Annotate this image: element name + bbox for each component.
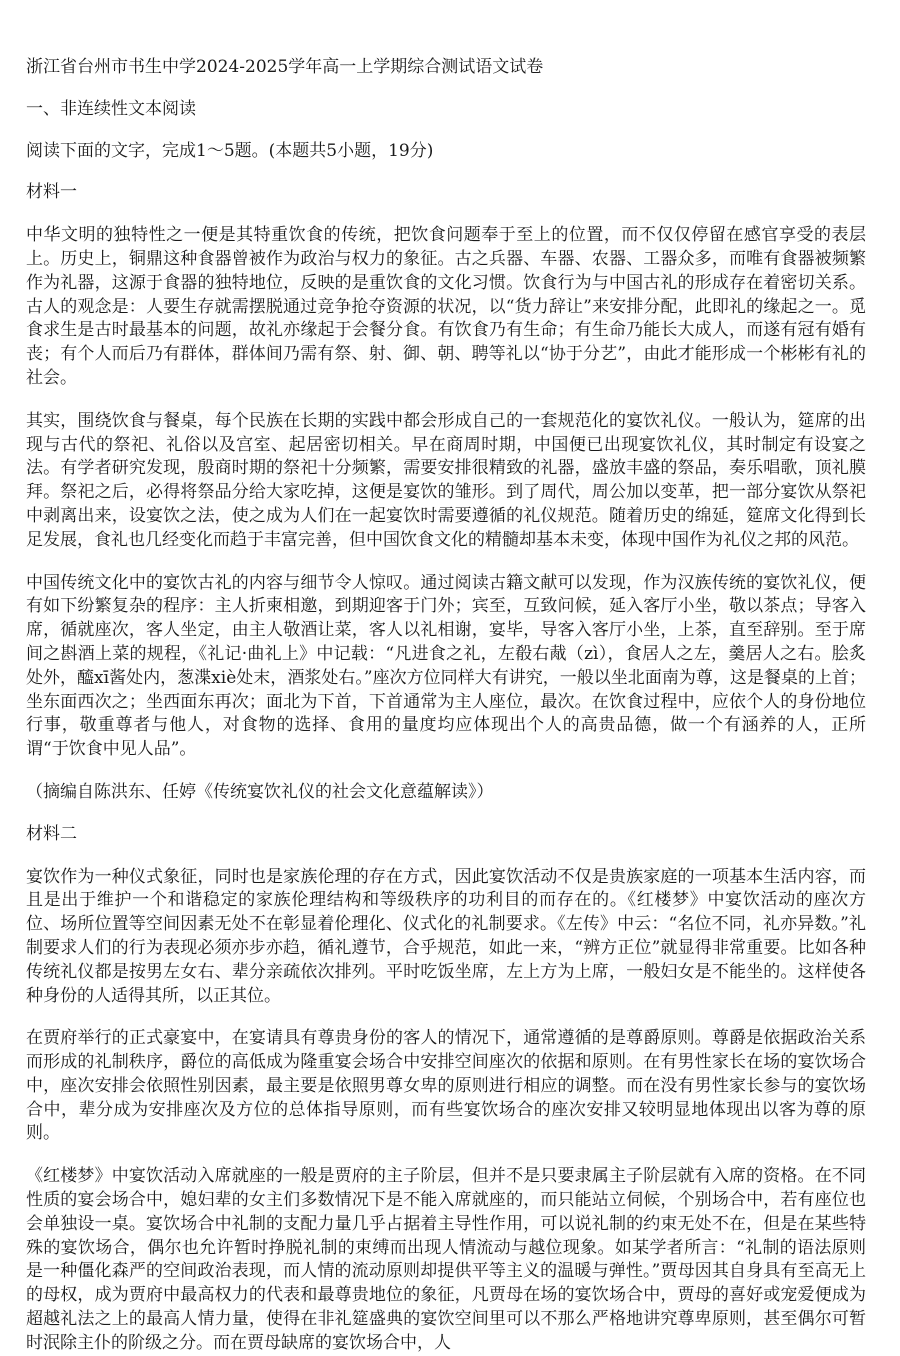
material-2-paragraph: 《红楼梦》中宴饮活动入席就座的一般是贾府的主子阶层，但并不是只要隶属主子阶层就有入席的资格。在不同性质的宴会场合中，媳妇辈的女主们多数情况下是不能入席就座的，而只能站立伺候，个别场合中，若有座位也会单独设一桌。宴饮场合中礼制的支配力量几乎占据着主导性作用，可以说礼制的约束无处不在，但是在某些特殊的宴饮场合，偶尔也允许暂时挣脱礼制的束缚而出现人情流动与越位现象。如某学者所言：“礼制的语法原则是一种僵化森严的空间政治表现，而人情的流动原则却提供平等主义的温暖与弹性。”贾母因其自身具有至高无上的母权，成为贾府中最高权力的代表和最尊贵地位的象征，凡贾母在场的宴饮场合中，贾母的喜好或宠爱便成为超越礼法之上的最高人情力量，使得在非礼筵盛典的宴饮空间里可以不那么严格地讲究尊卑原则，甚至偶尔可暂时泯除主仆的阶级之分。而在贾母缺席的宴饮场合中，人 xyxy=(26,1166,866,1353)
material-2-heading: 材料二 xyxy=(26,823,77,844)
material-2-paragraph: 宴饮作为一种仪式象征，同时也是家族伦理的存在方式，因此宴饮活动不仅是贵族家庭的一项基本生活内容，而且是出于维护一个和谐稳定的家族伦理结构和等级秩序的功利目的而存在的。《红楼梦》中宴饮活动的座次方位、场所位置等空间因素无处不在彰显着伦理化、仪式化的礼制要求。《左传》中云：“名位不同，礼亦异数。”礼制要求人们的行为表现必须亦步亦趋，循礼遵节，合乎规范，如此一来，“辨方正位”就显得非常重要。比如各种传统礼仪都是按男左女右、辈分亲疏依次排列。平时吃饭坐席，左上方为上席，一般妇女是不能坐的。这样使各种身份的人适得其所，以正其位。 xyxy=(26,866,866,1006)
material-1-source: （摘编自陈洪东、任婷《传统宴饮礼仪的社会文化意蕴解读》） xyxy=(26,781,494,802)
material-2-paragraph: 在贾府举行的正式豪宴中，在宴请具有尊贵身份的客人的情况下，通常遵循的是尊爵原则。尊爵是依据政治关系而形成的礼制秩序，爵位的高低成为隆重宴会场合中安排空间座次的依据和原则。在有男性家长在场的宴饮场合中，座次安排会依照性别因素，最主要是依照男尊女卑的原则进行相应的调整。而在没有男性家长参与的宴饮场合中，辈分成为安排座次及方位的总体指导原则，而有些宴饮场合的座次安排又较明显地体现出以客为尊的原则。 xyxy=(26,1028,866,1144)
material-1-paragraph: 中国传统文化中的宴饮古礼的内容与细节令人惊叹。通过阅读古籍文献可以发现，作为汉族传统的宴饮礼仪，便有如下纷繁复杂的程序：主人折柬相邀，到期迎客于门外；宾至，互致问候，延入客厅小坐，敬以茶点；导客入席，循就座次，客人坐定，由主人敬酒让菜，客人以礼相谢，宴毕，导客入客厅小坐，上茶，直至辞别。至于席间之斟酒上菜的规程，《礼记·曲礼上》中记载：“凡进食之礼，左殽右胾（zì），食居人之左，羹居人之右。脍炙处外，醯xī酱处内，葱渫xiè处末，酒浆处右。”座次方位同样大有讲究，一般以坐北面南为尊，这是餐桌的上首；坐东面西次之；坐西面东再次；面北为下首，下首通常为主人座位，最次。在饮食过程中，应依个人的身份地位行事，敬重尊者与他人，对食物的选择、食用的量度均应体现出个人的高贵品德，做一个有涵养的人，正所谓“于饮食中见人品”。 xyxy=(26,572,866,760)
section-heading: 一、非连续性文本阅读 xyxy=(26,98,196,119)
material-1-heading: 材料一 xyxy=(26,182,77,203)
document-title: 浙江省台州市书生中学2024-2025学年高一上学期综合测试语文试卷 xyxy=(26,57,544,77)
material-1-paragraph: 其实，围绕饮食与餐桌，每个民族在长期的实践中都会形成自己的一套规范化的宴饮礼仪。一般认为，筵席的出现与古代的祭祀、礼俗以及宫室、起居密切相关。早在商周时期，中国便已出现宴饮礼仪，其时制定有设宴之法。有学者研究发现，殷商时期的祭祀十分频繁，需要安排很精致的礼器，盛放丰盛的祭品，奏乐唱歌，顶礼膜拜。祭祀之后，必得将祭品分给大家吃掉，这便是宴饮的雏形。到了周代，周公加以变革，把一部分宴饮从祭祀中剥离出来，设宴饮之法，使之成为人们在一起宴饮时需要遵循的礼仪规范。随着历史的绵延，筵席文化得到长足发展，食礼也几经变化而趋于丰富完善，但中国饮食文化的精髓却基本未变，体现中国作为礼仪之邦的风范。 xyxy=(26,410,866,550)
material-1-paragraph: 中华文明的独特性之一便是其特重饮食的传统，把饮食问题奉于至上的位置，而不仅仅停留在感官享受的表层上。历史上，铜鼎这种食器曾被作为政治与权力的象征。古之兵器、车器、农器、工器众多，而唯有食器被频繁作为礼器，这源于食器的独特地位，反映的是重饮食的文化习惯。饮食行为与中国古礼的形成存在着密切关系。古人的观念是：人要生存就需摆脱通过竞争抢夺资源的状况，以“货力辞让”来安排分配，此即礼的缘起之一。觅食求生是古时最基本的问题，故礼亦缘起于会餐分食。有饮食乃有生命；有生命乃能长大成人，而遂有冠有婚有丧；有个人而后乃有群体，群体间乃需有祭、射、御、朝、聘等礼以“协于分艺”，由此才能形成一个彬彬有礼的社会。 xyxy=(26,225,866,388)
instruction-text: 阅读下面的文字，完成1～5题。(本题共5小题，19分) xyxy=(26,140,434,161)
